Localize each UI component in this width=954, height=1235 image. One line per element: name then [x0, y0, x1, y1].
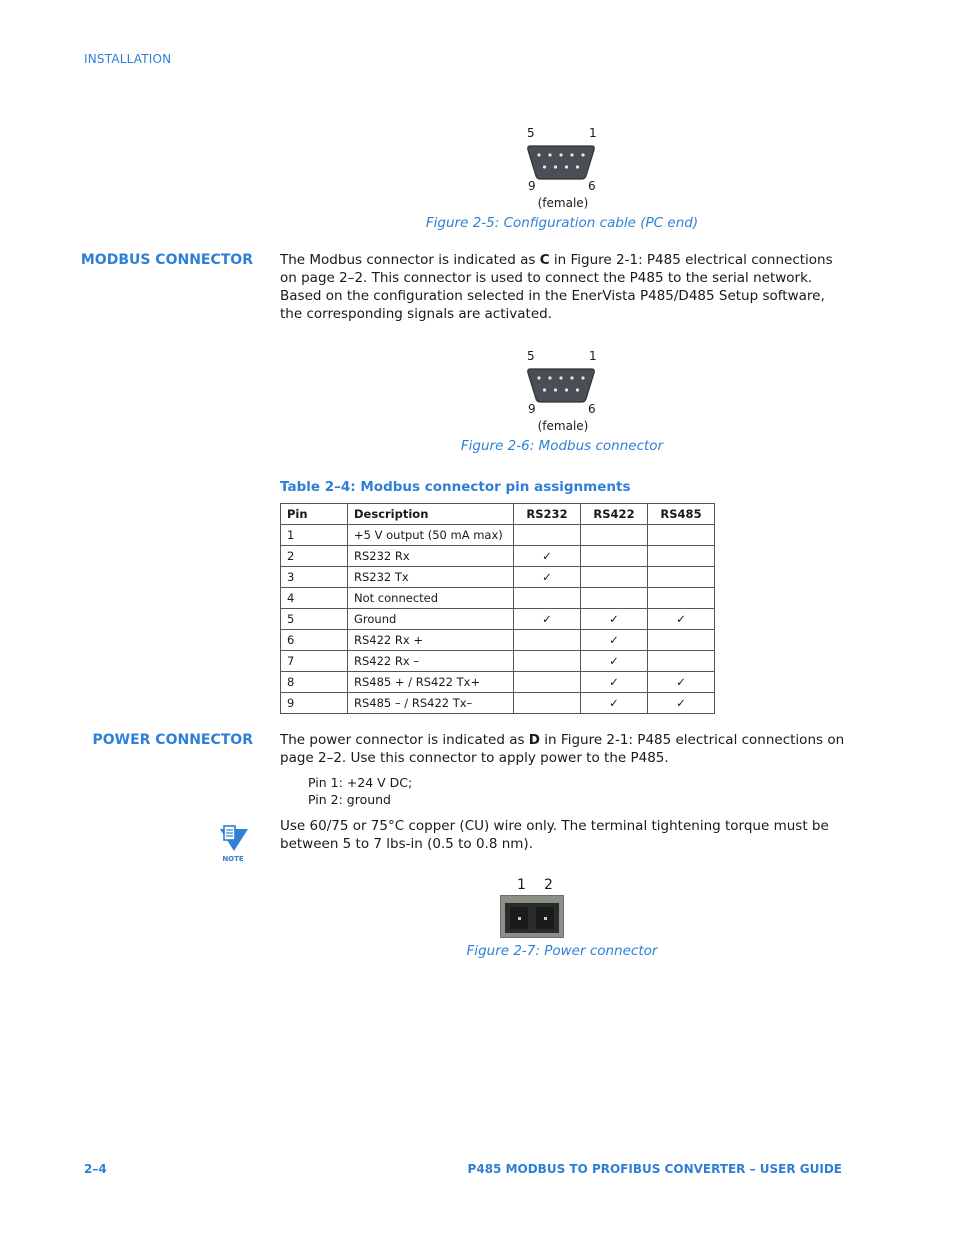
description-cell: RS485 + / RS422 Tx+ — [348, 672, 514, 693]
rs485-cell — [648, 609, 715, 630]
rs485-cell — [648, 588, 715, 609]
power-pin-1: Pin 1: +24 V DC; — [308, 775, 413, 790]
description-cell: RS422 Rx – — [348, 651, 514, 672]
db9-connector-icon — [526, 143, 596, 181]
pin-label-6: 6 — [588, 402, 596, 416]
power-paragraph — [280, 731, 845, 767]
column-header-rs422: RS422 — [581, 504, 648, 525]
pin-label-9: 9 — [528, 179, 536, 193]
power-text-post: in Figure 2-1: P485 electrical connections on page 2–2. Use this connector to apply power to the P485. — [280, 732, 845, 766]
description-cell: RS232 Tx — [348, 567, 514, 588]
power-terminal-icon — [500, 895, 564, 938]
table-row — [281, 630, 715, 651]
power-text-pre: The power connector is indicated as — [280, 732, 529, 748]
rs422-cell — [581, 672, 648, 693]
rs232-cell — [514, 693, 581, 714]
rs485-cell — [648, 630, 715, 651]
rs232-cell — [514, 567, 581, 588]
pin-cell: 4 — [281, 588, 348, 609]
column-header-rs232: RS232 — [514, 504, 581, 525]
rs232-cell — [514, 651, 581, 672]
running-header: INSTALLATION — [84, 52, 172, 66]
rs232-cell — [514, 546, 581, 567]
description-cell: Not connected — [348, 588, 514, 609]
pin-label-5: 5 — [527, 349, 535, 363]
pin-label-5: 5 — [527, 126, 535, 140]
gender-label: (female) — [537, 419, 589, 433]
rs232-cell — [514, 609, 581, 630]
rs485-cell — [648, 567, 715, 588]
section-heading-modbus: MODBUS CONNECTOR — [80, 252, 253, 268]
description-cell: Ground — [348, 609, 514, 630]
pin-cell: 6 — [281, 630, 348, 651]
table-row — [281, 609, 715, 630]
pin-assignment-table — [280, 503, 715, 714]
column-header-rs485: RS485 — [648, 504, 715, 525]
table-row — [281, 672, 715, 693]
rs232-cell — [514, 525, 581, 546]
description-cell: +5 V output (50 mA max) — [348, 525, 514, 546]
modbus-text-post: in Figure 2-1: P485 electrical connections on page 2–2. This connector is used to connect the P485 to the serial network. Based on the configuration selected in the EnerVista P485/D485 Setup software, the corresponding signals are activated. — [280, 252, 833, 322]
description-cell: RS422 Rx + — [348, 630, 514, 651]
gender-label: (female) — [537, 196, 589, 210]
check-icon: ✓ — [609, 675, 619, 689]
modbus-paragraph — [280, 251, 845, 323]
table-header-row — [281, 504, 715, 525]
rs485-cell — [648, 525, 715, 546]
pin-label-1: 1 — [589, 349, 597, 363]
pin-cell: 2 — [281, 546, 348, 567]
check-icon: ✓ — [676, 612, 686, 626]
page-number: 2–4 — [84, 1162, 107, 1176]
rs422-cell — [581, 630, 648, 651]
figure-caption: Figure 2-6: Modbus connector — [460, 438, 664, 454]
pin-cell: 1 — [281, 525, 348, 546]
rs232-cell — [514, 672, 581, 693]
table-row — [281, 651, 715, 672]
rs485-cell — [648, 672, 715, 693]
check-icon: ✓ — [676, 675, 686, 689]
power-text-bold: D — [528, 732, 541, 748]
modbus-text-bold: C — [539, 252, 550, 268]
power-pin-label-1: 1 — [517, 877, 526, 893]
figure-caption: Figure 2-5: Configuration cable (PC end) — [425, 215, 699, 231]
table-row — [281, 546, 715, 567]
check-icon: ✓ — [609, 633, 619, 647]
rs232-cell — [514, 630, 581, 651]
db9-connector-icon — [526, 366, 596, 404]
rs485-cell — [648, 651, 715, 672]
column-header-description: Description — [348, 504, 514, 525]
power-pin-label-2: 2 — [544, 877, 553, 893]
rs422-cell — [581, 651, 648, 672]
section-heading-power: POWER CONNECTOR — [92, 732, 253, 748]
check-icon: ✓ — [676, 696, 686, 710]
pin-label-9: 9 — [528, 402, 536, 416]
pin-label-1: 1 — [589, 126, 597, 140]
check-icon: ✓ — [542, 549, 552, 563]
table-row — [281, 525, 715, 546]
pin-cell: 3 — [281, 567, 348, 588]
note-text: Use 60/75 or 75°C copper (CU) wire only. The terminal tightening torque must be between 5 to 7 lbs-in (0.5 to 0.8 nm). — [280, 818, 829, 852]
rs422-cell — [581, 588, 648, 609]
description-cell: RS232 Rx — [348, 546, 514, 567]
check-icon: ✓ — [542, 612, 552, 626]
check-icon: ✓ — [609, 696, 619, 710]
note-icon — [214, 823, 252, 863]
check-icon: ✓ — [609, 612, 619, 626]
column-header-pin: Pin — [281, 504, 348, 525]
rs422-cell — [581, 525, 648, 546]
rs485-cell — [648, 693, 715, 714]
rs485-cell — [648, 546, 715, 567]
figure-caption: Figure 2-7: Power connector — [466, 943, 658, 959]
description-cell: RS485 – / RS422 Tx– — [348, 693, 514, 714]
pin-cell: 7 — [281, 651, 348, 672]
modbus-text-pre: The Modbus connector is indicated as — [280, 252, 540, 268]
check-icon: ✓ — [542, 570, 552, 584]
pin-cell: 8 — [281, 672, 348, 693]
table-row — [281, 693, 715, 714]
power-pin-2: Pin 2: ground — [308, 792, 391, 807]
footer-title: P485 MODBUS TO PROFIBUS CONVERTER – USER GUIDE — [467, 1162, 842, 1176]
rs422-cell — [581, 567, 648, 588]
table-row — [281, 567, 715, 588]
rs422-cell — [581, 546, 648, 567]
pin-cell: 5 — [281, 609, 348, 630]
table-title: Table 2–4: Modbus connector pin assignments — [280, 479, 631, 495]
pin-cell: 9 — [281, 693, 348, 714]
check-icon: ✓ — [609, 654, 619, 668]
note-label: NOTE — [222, 855, 244, 863]
rs422-cell — [581, 693, 648, 714]
table-row — [281, 588, 715, 609]
pin-label-6: 6 — [588, 179, 596, 193]
rs232-cell — [514, 588, 581, 609]
rs422-cell — [581, 609, 648, 630]
